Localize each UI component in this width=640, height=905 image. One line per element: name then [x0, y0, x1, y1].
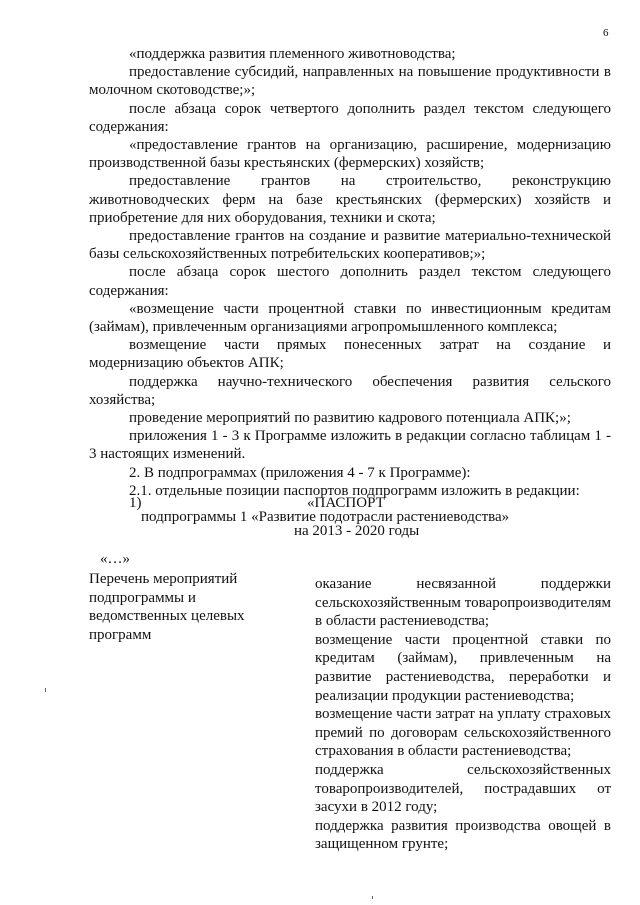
passport-title: «ПАСПОРТ	[307, 495, 385, 511]
passport-years: на 2013 - 2020 годы	[294, 523, 420, 539]
paragraph: после абзаца сорок шестого дополнить раздел текстом следующего содержания:	[89, 264, 611, 299]
list-item: поддержка развития производства овощей в защищенном грунте;	[315, 817, 611, 853]
table-left-cell	[89, 570, 297, 644]
section-heading: 2. В подпрограммах (приложения 4 - 7 к Программе):	[129, 464, 471, 481]
paragraph: после абзаца сорок четвертого дополнить раздел текстом следующего содержания:	[89, 100, 611, 135]
subsection-heading: 2.1. отдельные позиции паспортов подпрограмм изложить в редакции:	[129, 482, 580, 499]
paragraph: предоставление субсидий, направленных на повышение продуктивности в молочном скотоводстве;»;	[89, 64, 611, 99]
table-right-cell	[315, 575, 611, 854]
list-item: оказание несвязанной поддержки сельскохозяйственным товаропроизводителям в области растениеводства;	[315, 576, 611, 630]
paragraph: предоставление грантов на создание и развитие материально-технической базы сельскохозяйственных потребительских кооперативов;»;	[89, 228, 611, 263]
paragraph: приложения 1 - 3 к Программе изложить в редакции согласно таблицам 1 - 3 настоящих изменений.	[89, 428, 611, 463]
passport-subtitle: подпрограммы 1 «Развитие подотрасли растениеводства»	[141, 509, 510, 525]
paragraph: «возмещение части процентной ставки по инвестиционным кредитам (займам), привлеченным организациями агропромышленного комплекса;	[89, 300, 611, 336]
list-item: возмещение части затрат на уплату страховых премий по договорам сельскохозяйственного страхования в области растениеводства;	[315, 706, 611, 760]
paragraph: «предоставление грантов на организацию, расширение, модернизацию производственной базы крестьянских (фермерских) хозяйств;	[89, 137, 611, 172]
scan-artifact	[372, 896, 373, 899]
paragraph: проведение мероприятий по развитию кадрового потенциала АПК;»;	[129, 410, 571, 427]
list-item: возмещение части процентной ставки по кредитам (займам), привлеченным на развитие растениеводства, переработки и реализации продукции растениеводства;	[315, 631, 611, 704]
page-number: 6	[603, 27, 609, 39]
scan-artifact	[45, 688, 46, 692]
ellipsis-marker: «…»	[100, 551, 130, 567]
paragraph: поддержка научно-технического обеспечения развития сельского хозяйства;	[89, 373, 611, 408]
document-body	[89, 45, 611, 500]
list-item: поддержка сельскохозяйственных товаропроизводителей, пострадавших от засухи в 2012 году;	[315, 761, 611, 816]
paragraph: «поддержка развития племенного животноводства;	[129, 46, 456, 62]
paragraph: предоставление грантов на строительство, реконструкцию животноводческих ферм на базе крестьянских (фермерских) хозяйств и приобретение для них оборудования, техники и скота;	[89, 173, 611, 226]
table-row-label: Перечень мероприятий подпрограммы и ведомственных целевых программ	[89, 571, 245, 643]
paragraph: возмещение части прямых понесенных затрат на создание и модернизацию объектов АПК;	[89, 337, 611, 372]
item-number: 1)	[129, 495, 142, 511]
passport-heading	[89, 496, 611, 538]
